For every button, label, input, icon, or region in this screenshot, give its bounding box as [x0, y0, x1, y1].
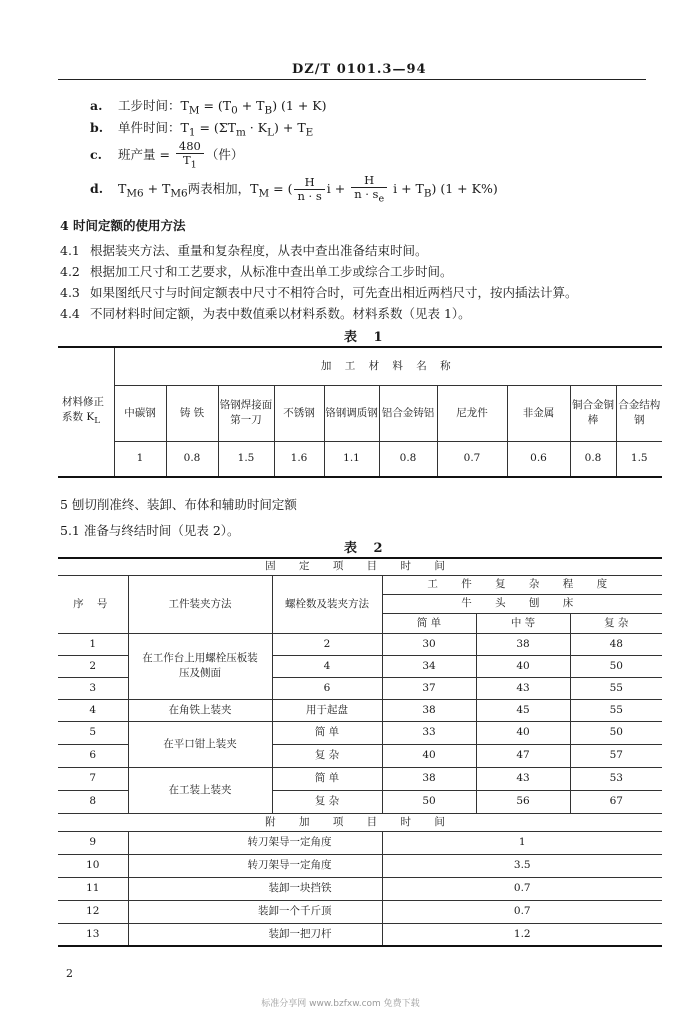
clause-4-2: 4.2 根据加工尺寸和工艺要求，从标准中查出单工步或综合工步时间。 — [60, 264, 453, 279]
table-1-row-header: 材料修正系数 $K_L$ — [58, 347, 114, 477]
method-cell: 在平口钳上装夹 — [128, 721, 272, 767]
material-factor: 0.8 — [166, 441, 218, 477]
table-1 — [58, 346, 662, 478]
material-header: 铸 铁 — [166, 385, 218, 441]
material-factor: 0.8 — [379, 441, 437, 477]
material-header: 铬钢焊接面第一刀 — [218, 385, 274, 441]
col-method-header: 工件装夹方法 — [128, 575, 272, 633]
material-header: 铜合金铜棒 — [570, 385, 616, 441]
page-number: 2 — [66, 967, 73, 980]
table-row: 4 在角铁上装夹 用于起盘 38 45 55 — [58, 699, 662, 721]
table-1-group-header: 加 工 材 料 名 称 — [114, 347, 662, 385]
material-factor: 0.7 — [437, 441, 507, 477]
fraction: $\frac{H}{n \cdot s_e}$ — [351, 174, 387, 205]
table-2-caption: 表 2 — [344, 541, 389, 556]
table-row: 12 装卸一个千斤顶 0.7 — [58, 900, 662, 923]
machine-header: 牛 头 刨 床 — [382, 594, 662, 613]
material-header: 非金属 — [507, 385, 570, 441]
clause-4-4: 4.4 不同材料时间定额，为表中数值乘以材料系数。材料系数（见表 1）。 — [60, 306, 471, 321]
header-rule — [58, 79, 646, 80]
fixed-items-header: 固 定 项 目 时 间 — [58, 558, 662, 575]
material-header: 铬钢调质钢 — [324, 385, 379, 441]
fraction: $\frac{480}{T_1}$ — [176, 140, 204, 171]
table-row: 3 6 37 43 55 — [58, 677, 662, 699]
material-factor: 1.6 — [274, 441, 324, 477]
col-no-header: 序 号 — [58, 575, 128, 633]
material-factor: 0.6 — [507, 441, 570, 477]
formula-label: c. — [90, 147, 102, 163]
table-1-caption: 表 1 — [344, 330, 389, 345]
formula-b: b. 单件时间：$T_1 = (\Sigma T_m \cdot K_L) + T_E$ — [90, 120, 314, 139]
formula-label: d. — [90, 181, 104, 197]
material-header: 中碳钢 — [114, 385, 166, 441]
table-row: 10 转刀架导一定角度 3.5 — [58, 854, 662, 877]
formula-d: d. $T_{M6} + T_{M6}$两表相加，$T_M$ = ( $\frac{H}{n \cdot s}$ i + $\frac{H}{n \cdot s_e}$ $i + T_B$) (1 + K%) — [90, 173, 498, 205]
table-row: 7 在工装上装夹 简 单 38 43 53 — [58, 767, 662, 790]
formula-c: c. 班产量 = $\frac{480}{T_1}$ （件） — [90, 139, 244, 171]
material-header: 铝合金铸铝 — [379, 385, 437, 441]
method-cell: 在工装上装夹 — [128, 767, 272, 813]
table-row: 8 复 杂 50 56 67 — [58, 790, 662, 813]
formula-label: a. — [90, 98, 103, 113]
level-header: 中 等 — [476, 613, 570, 633]
level-header: 复 杂 — [570, 613, 662, 633]
table-row: 13 装卸一把刀杆 1.2 — [58, 923, 662, 946]
method-cell: 在工作台上用螺栓压板装压及侧面 — [128, 633, 272, 699]
material-factor: 1.5 — [218, 441, 274, 477]
material-factor: 0.8 — [570, 441, 616, 477]
material-header: 不锈钢 — [274, 385, 324, 441]
complexity-header: 工 件 复 杂 程 度 — [382, 575, 662, 594]
table-row: 11 装卸一块挡铁 0.7 — [58, 877, 662, 900]
table-row: 1 在工作台上用螺栓压板装压及侧面 2 30 38 48 — [58, 633, 662, 655]
method-cell: 在角铁上装夹 — [128, 699, 272, 721]
col-bolts-header: 螺栓数及装夹方法 — [272, 575, 382, 633]
table-row: 6 复 杂 40 47 57 — [58, 744, 662, 767]
material-factor: 1.5 — [616, 441, 662, 477]
clause-4-1: 4.1 根据装夹方法、重量和复杂程度，从表中查出准备结束时间。 — [60, 243, 428, 258]
material-factor: 1.1 — [324, 441, 379, 477]
standard-code: DZ/T 0101.3—94 — [292, 62, 427, 77]
section-5-title: 5 刨切削准终、装卸、布体和辅助时间定额 — [60, 497, 297, 512]
table-row: 5 在平口钳上装夹 简 单 33 40 50 — [58, 721, 662, 744]
clause-4-3: 4.3 如果图纸尺寸与时间定额表中尺寸不相符合时，可先查出相近两档尺寸，按内插法计算。 — [60, 285, 578, 300]
section-4-title: 4 时间定额的使用方法 — [60, 218, 186, 233]
extra-items-header: 附 加 项 目 时 间 — [58, 813, 662, 831]
table-row: 9 转刀架导一定角度 1 — [58, 831, 662, 854]
footer-watermark: 标准分享网 www.bzfxw.com 免费下载 — [261, 999, 420, 1009]
table-2 — [58, 557, 662, 947]
formula-label: b. — [90, 120, 104, 135]
level-header: 简 单 — [382, 613, 476, 633]
formula-a: a. 工步时间：$T_M = (T_0 + T_B) (1 + K)$ — [90, 98, 327, 117]
clause-5-1: 5.1 准备与终结时间（见表 2）。 — [60, 523, 240, 538]
material-factor: 1 — [114, 441, 166, 477]
material-header: 尼龙件 — [437, 385, 507, 441]
table-row: 2 4 34 40 50 — [58, 655, 662, 677]
material-header: 合金结构钢 — [616, 385, 662, 441]
fraction: $\frac{H}{n \cdot s}$ — [294, 176, 324, 203]
